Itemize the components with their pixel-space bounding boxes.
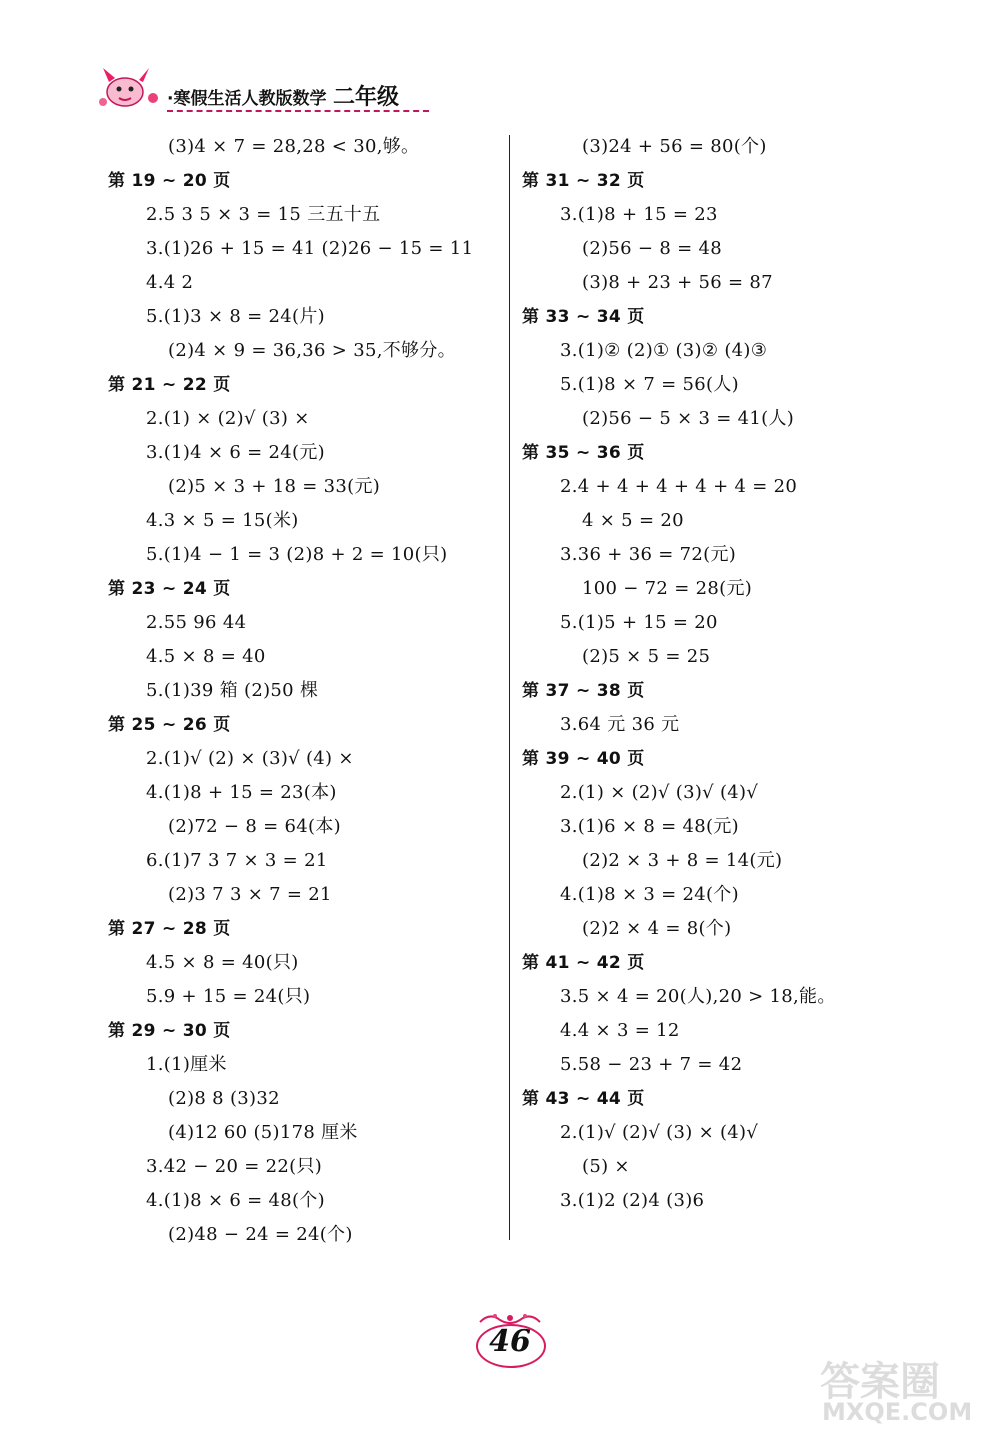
answer-line: (2)72 − 8 = 64(本) xyxy=(168,816,341,837)
book-title: ·寒假生活人教版数学 xyxy=(167,89,327,109)
section-heading: 第 35 ~ 36 页 xyxy=(522,443,645,463)
answer-line: (2)48 − 24 = 24(个) xyxy=(168,1224,353,1245)
answer-line: (3)24 + 56 = 80(个) xyxy=(582,136,767,157)
section-heading: 第 23 ~ 24 页 xyxy=(108,579,231,599)
answer-line: 5.9 + 15 = 24(只) xyxy=(146,986,311,1007)
answer-line: 3.36 + 36 = 72(元) xyxy=(560,544,737,565)
grade-label: 二年级 xyxy=(333,85,400,110)
answer-line: 3.(1)4 × 6 = 24(元) xyxy=(146,442,325,463)
answer-line: 3.(1)2 (2)4 (3)6 xyxy=(560,1190,705,1211)
answer-line: 2.(1)√ (2)√ (3) × (4)√ xyxy=(560,1122,759,1143)
watermark-url: MXQE.COM xyxy=(822,1398,973,1426)
answer-line: 2.55 96 44 xyxy=(146,612,247,633)
watermark xyxy=(820,1350,990,1430)
mascot-logo-icon xyxy=(95,62,163,114)
answer-line: 4.3 × 5 = 15(米) xyxy=(146,510,299,531)
answer-line: 5.(1)8 × 7 = 56(人) xyxy=(560,374,739,395)
answer-line: 4.(1)8 × 6 = 48(个) xyxy=(146,1190,325,1211)
right-answer-column xyxy=(522,130,942,1218)
section-heading: 第 21 ~ 22 页 xyxy=(108,375,231,395)
answer-line: (3)8 + 23 + 56 = 87 xyxy=(582,272,773,293)
column-divider xyxy=(509,135,510,1240)
answer-line: 4.(1)8 × 3 = 24(个) xyxy=(560,884,739,905)
answer-line: (2)56 − 5 × 3 = 41(人) xyxy=(582,408,795,429)
section-heading: 第 43 ~ 44 页 xyxy=(522,1089,645,1109)
answer-line: (2)2 × 4 = 8(个) xyxy=(582,918,732,939)
answer-line: 2.(1) × (2)√ (3)√ (4)√ xyxy=(560,782,759,803)
answer-line: 4.5 × 8 = 40 xyxy=(146,646,266,667)
section-heading: 第 41 ~ 42 页 xyxy=(522,953,645,973)
answer-line: 3.5 × 4 = 20(人),20 > 18,能。 xyxy=(560,986,836,1007)
answer-line: (5) × xyxy=(582,1156,630,1177)
section-heading: 第 25 ~ 26 页 xyxy=(108,715,231,735)
answer-line: 5.(1)39 箱 (2)50 棵 xyxy=(146,680,319,701)
section-heading: 第 29 ~ 30 页 xyxy=(108,1021,231,1041)
answer-line: 5.(1)3 × 8 = 24(片) xyxy=(146,306,325,327)
answer-line: 5.(1)5 + 15 = 20 xyxy=(560,612,718,633)
section-heading: 第 31 ~ 32 页 xyxy=(522,171,645,191)
section-heading: 第 33 ~ 34 页 xyxy=(522,307,645,327)
answer-line: (2)56 − 8 = 48 xyxy=(582,238,723,259)
page-header xyxy=(95,62,455,122)
left-answer-column xyxy=(108,130,498,1252)
answer-line: 6.(1)7 3 7 × 3 = 21 xyxy=(146,850,328,871)
answer-line: 4.(1)8 + 15 = 23(本) xyxy=(146,782,337,803)
answer-line: 3.42 − 20 = 22(只) xyxy=(146,1156,323,1177)
answer-line: 2.4 + 4 + 4 + 4 + 4 = 20 xyxy=(560,476,798,497)
answer-line: 3.(1)26 + 15 = 41 (2)26 − 15 = 11 xyxy=(146,238,474,259)
answer-line: 3.64 元 36 元 xyxy=(560,714,680,735)
watermark-text: 答案圈 xyxy=(820,1359,940,1405)
answer-line: 3.(1)8 + 15 = 23 xyxy=(560,204,718,225)
answer-line: 5.58 − 23 + 7 = 42 xyxy=(560,1054,743,1075)
answer-line: 2.(1) × (2)√ (3) × xyxy=(146,408,310,429)
section-heading: 第 19 ~ 20 页 xyxy=(108,171,231,191)
answer-line: 4.4 × 3 = 12 xyxy=(560,1020,680,1041)
answer-line: 4.5 × 8 = 40(只) xyxy=(146,952,299,973)
answer-line: 3.(1)6 × 8 = 48(元) xyxy=(560,816,739,837)
answer-line: (3)4 × 7 = 28,28 < 30,够。 xyxy=(168,136,420,157)
answer-line: 2.5 3 5 × 3 = 15 三五十五 xyxy=(146,204,381,225)
answer-line: 4.4 2 xyxy=(146,272,194,293)
answer-line: (2)4 × 9 = 36,36 > 35,不够分。 xyxy=(168,340,456,361)
answer-line: 2.(1)√ (2) × (3)√ (4) × xyxy=(146,748,354,769)
page-number: 46 xyxy=(489,1324,531,1359)
section-heading: 第 39 ~ 40 页 xyxy=(522,749,645,769)
section-heading: 第 37 ~ 38 页 xyxy=(522,681,645,701)
answer-line: (2)2 × 3 + 8 = 14(元) xyxy=(582,850,783,871)
answer-line: (4)12 60 (5)178 厘米 xyxy=(168,1122,358,1143)
answer-line: (2)5 × 5 = 25 xyxy=(582,646,711,667)
answer-line: 1.(1)厘米 xyxy=(146,1054,227,1075)
answer-line: (2)5 × 3 + 18 = 33(元) xyxy=(168,476,381,497)
header-divider xyxy=(167,110,429,112)
answer-line: (2)3 7 3 × 7 = 21 xyxy=(168,884,332,905)
answer-line: (2)8 8 (3)32 xyxy=(168,1088,280,1109)
answer-line: 100 − 72 = 28(元) xyxy=(582,578,753,599)
answer-line: 4 × 5 = 20 xyxy=(582,510,684,531)
section-heading: 第 27 ~ 28 页 xyxy=(108,919,231,939)
answer-line: 5.(1)4 − 1 = 3 (2)8 + 2 = 10(只) xyxy=(146,544,448,565)
answer-line: 3.(1)② (2)① (3)② (4)③ xyxy=(560,340,768,361)
page-number-badge xyxy=(470,1310,550,1370)
